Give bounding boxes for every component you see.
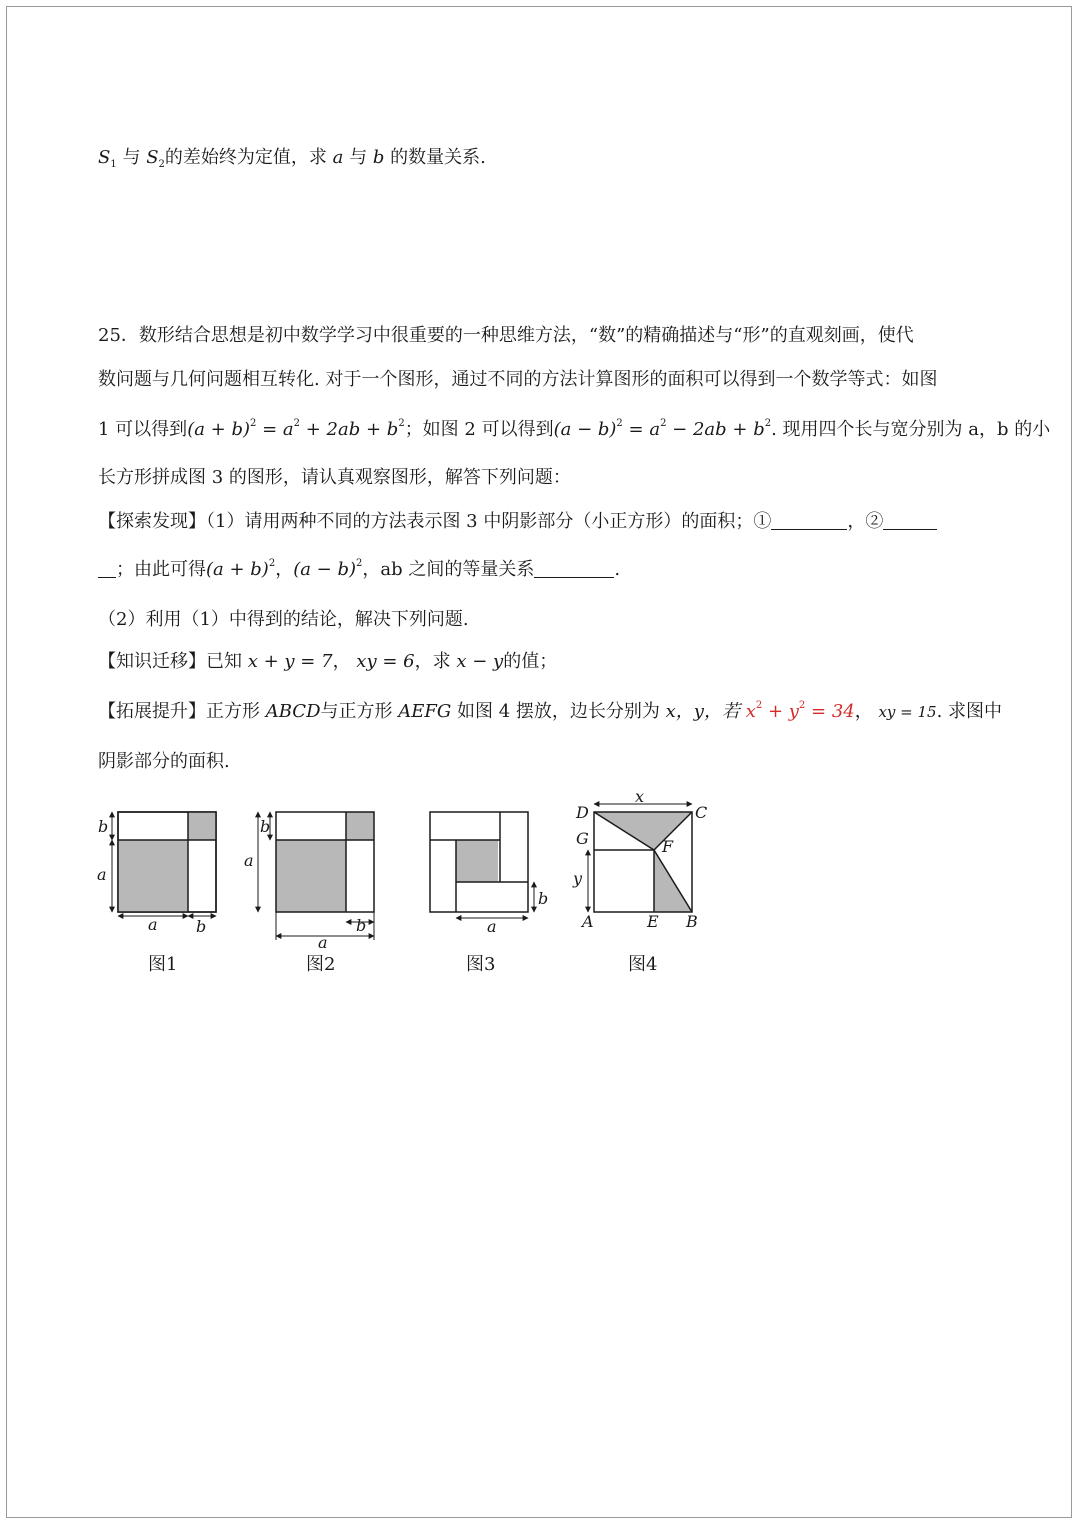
fig4-label-x: x (635, 790, 645, 806)
fig2-caption: 图2 (306, 954, 336, 975)
formula-a-minus-b: (a − b) (553, 419, 617, 440)
fig1-label-b-bottom: b (196, 917, 207, 936)
figure-4 (588, 804, 692, 912)
fig1-caption: 图1 (148, 954, 178, 975)
fig2-label-b-bottom: b (356, 916, 367, 935)
answer-blank-2[interactable] (883, 511, 937, 530)
red-equation: x (745, 701, 756, 722)
fig4-label-G: G (576, 829, 589, 848)
q25-line-10: 阴影部分的面积. (98, 751, 230, 772)
fig1-label-b-side: b (98, 817, 109, 836)
figure-1 (112, 812, 216, 916)
fig4-label-D: D (576, 803, 589, 822)
q25-line-2: 数问题与几何问题相互转化. 对于一个图形，通过不同的方法计算图形的面积可以得到一个数学等式：如图 (98, 369, 938, 390)
answer-blank-2-cont[interactable] (98, 559, 116, 578)
fig3-label-b: b (538, 889, 549, 908)
q25-line-7: （2）利用（1）中得到的结论，解决下列问题. (98, 609, 469, 630)
fig4-caption: 图4 (628, 954, 658, 975)
fig4-label-A: A (582, 912, 594, 931)
figure-3 (430, 812, 534, 918)
fig2-label-a-bottom: a (318, 933, 328, 952)
q25-line-8: 【知识迁移】已知 x + y = 7， xy = 6，求 x − y的值； (98, 651, 558, 672)
fig4-label-y: y (573, 869, 583, 888)
answer-blank-1[interactable] (771, 511, 847, 530)
fig3-caption: 图3 (466, 954, 496, 975)
fig4-label-B: B (686, 912, 698, 931)
fig4-label-E: E (647, 912, 659, 931)
fig2-label-a-side: a (244, 851, 254, 870)
q25-line-3: 1 可以得到$(a + b)^2 = a^2 + 2ab + b^2$；如图 2 可以得到$(a - b)^2 = a^2 - 2ab + b^2$. 现用四个长与宽分别为 a，b 的小 (98, 418, 1051, 440)
fig1-label-a-bottom: a (148, 915, 158, 934)
answer-blank-3[interactable] (534, 559, 614, 578)
fig4-label-C: C (695, 803, 708, 822)
formula-a-plus-b: (a + b) (187, 419, 251, 440)
figures-svg (0, 790, 1080, 1050)
q25-line-4: 长方形拼成图 3 的图形，请认真观察图形，解答下列问题： (98, 467, 571, 488)
q25-line-1: 25．数形结合思想是初中数学学习中很重要的一种思维方法，“数”的精确描述与“形”的直观刻画，使代 (98, 325, 914, 346)
fig4-label-F: F (662, 837, 674, 856)
q25-line-6: ；由此可得$(a + b)^2$，$(a - b)^2$，ab 之间的等量关系 . (98, 558, 620, 582)
q25-line-9: 【拓展提升】正方形 ABCD与正方形 AEFG 如图 4 摆放，边长分别为 x，y，若 $x^2 + y^2 = 34$， xy = 15. 求图中 (98, 700, 1003, 722)
q25-line-5: 【探索发现】（1）请用两种不同的方法表示图 3 中阴影部分（小正方形）的面积；① ，② (98, 510, 937, 534)
fig2-label-b-side: b (260, 817, 271, 836)
fig1-label-a-side: a (97, 865, 107, 884)
fig3-label-a: a (487, 917, 497, 936)
prior-question-tail: $S_1$ 与 $S_2$的差始终为定值，求 a 与 b 的数量关系. (98, 147, 486, 170)
